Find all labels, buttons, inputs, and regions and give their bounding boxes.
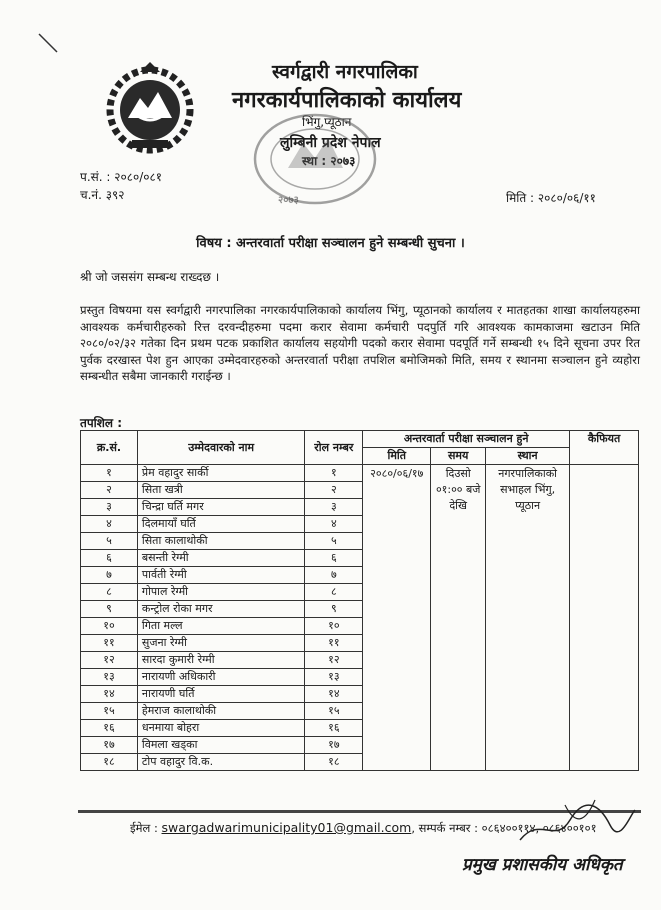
email-link[interactable]: swargadwarimunicipality01@gmail.com <box>161 820 412 835</box>
row-roll: १३ <box>305 669 363 686</box>
row-sn: ५ <box>81 533 138 550</box>
reference-number: प.सं. : २०८०/०८१ <box>80 170 162 184</box>
row-name: गिता मल्ल <box>137 618 305 635</box>
row-name: नारायणी अधिकारी <box>137 669 305 686</box>
row-name: विमला खड्का <box>137 737 305 754</box>
row-roll: १५ <box>305 703 363 720</box>
office-stamp <box>248 108 383 210</box>
row-roll: १० <box>305 618 363 635</box>
signature <box>510 795 640 855</box>
header-sn: क्र.सं. <box>81 431 138 465</box>
letter-date: मिति : २०८०/०६/११ <box>506 191 596 205</box>
row-name: सिता खत्री <box>137 482 305 499</box>
row-sn: ४ <box>81 516 138 533</box>
row-sn: ११ <box>81 635 138 652</box>
header-name: उम्मेदवारको नाम <box>137 431 305 465</box>
body-paragraph: प्रस्तुत विषयमा यस स्वर्गद्वारी नगरपालिका नगरकार्यपालिकाको कार्यालय भिंगु, प्यूठानको कार्यालय र मातहतका शाखा कार्यालयहरुमा आवश्यक कर्मचारीहरुको रित्त दरवन्दीहरुमा पदमा करार सेवामा कर्मचारी पदपुर्ति गरि आवश्यक कामकाजमा खटाउन मिति २०८०/०२/३२ गतेका दिन प्रथम पटक प्रकाशित कार्यालय सहयोगी पदको करार सेवामा पदपूर्ति गर्ने सम्बन्धी १५ दिने सूचना उपर रित पुर्वक दरखास्त पेश हुन आएका उम्मेदवारहरुको अन्तरवार्ता परीक्षा तपशिल बमोजिमको मिति, समय र स्थानमा सञ्चालन हुने व्यहोरा सम्बन्धीत सबैमा जानकारी गराईन्छ । <box>80 303 640 383</box>
row-name: बसन्ती रेग्मी <box>137 550 305 567</box>
row-sn: ३ <box>81 499 138 516</box>
row-name: सारदा कुमारी रेग्मी <box>137 652 305 669</box>
location: भिंगु,प्यूठान <box>302 115 352 129</box>
row-sn: १८ <box>81 754 138 771</box>
header-remarks: कैफियत <box>570 431 639 465</box>
row-name: गोपाल रेग्मी <box>137 584 305 601</box>
row-roll: १८ <box>305 754 363 771</box>
row-sn: १६ <box>81 720 138 737</box>
row-name: चिन्द्रा घर्ति मगर <box>137 499 305 516</box>
office-name: नगरकार्यपालिकाको कार्यालय <box>232 88 462 113</box>
row-roll: ८ <box>305 584 363 601</box>
row-name: कन्ट्रोल रोका मगर <box>137 601 305 618</box>
email-label: ईमेल : <box>130 821 158 835</box>
row-roll: २ <box>305 482 363 499</box>
row-name: धनमाया बोहरा <box>137 720 305 737</box>
svg-text:२०७३: २०७३ <box>278 195 299 206</box>
interview-place: नगरपालिकाको सभाहल भिंगु, प्यूठान <box>486 465 570 771</box>
row-name: टोप वहादुर वि.क. <box>137 754 305 771</box>
established-year: स्था : २०७३ <box>302 154 356 168</box>
subject-line: विषय : अन्तरवार्ता परीक्षा सञ्चालन हुने सम्बन्धी सुचना । <box>196 236 465 251</box>
row-roll: १ <box>305 465 363 482</box>
row-name: दिलमायाँ घर्ति <box>137 516 305 533</box>
row-roll: ३ <box>305 499 363 516</box>
row-roll: १६ <box>305 720 363 737</box>
row-name: सिता कालाथोकी <box>137 533 305 550</box>
row-roll: ४ <box>305 516 363 533</box>
contact-numbers: , सम्पर्क नम्बर : ०८६४००११४, ०८६४००१०१ <box>411 821 597 835</box>
row-roll: ६ <box>305 550 363 567</box>
header-time: समय <box>431 448 486 465</box>
row-name: नारायणी घर्ति <box>137 686 305 703</box>
candidate-table <box>80 430 639 771</box>
row-roll: ११ <box>305 635 363 652</box>
candidate-rows <box>81 465 639 771</box>
row-sn: १५ <box>81 703 138 720</box>
table-label: तपशिल : <box>80 416 123 430</box>
row-roll: ५ <box>305 533 363 550</box>
org-name: स्वर्गद्वारी नगरपालिका <box>272 61 418 83</box>
greeting: श्री जो जससंग सम्बन्ध राख्दछ । <box>80 270 220 284</box>
row-sn: १० <box>81 618 138 635</box>
row-sn: १३ <box>81 669 138 686</box>
remarks-cell <box>570 465 639 771</box>
header-date: मिति <box>363 448 431 465</box>
row-name: सुजना रेग्मी <box>137 635 305 652</box>
row-sn: १ <box>81 465 138 482</box>
row-name: प्रेम वहादुर सार्की <box>137 465 305 482</box>
row-sn: ७ <box>81 567 138 584</box>
row-roll: ७ <box>305 567 363 584</box>
chalani-number: च.नं. ३९२ <box>80 188 125 202</box>
row-roll: १७ <box>305 737 363 754</box>
row-roll: १२ <box>305 652 363 669</box>
header-place: स्थान <box>486 448 570 465</box>
nepal-emblem-logo <box>100 58 200 158</box>
header-interview: अन्तरवार्ता परीक्षा सञ्चालन हुने <box>363 431 570 448</box>
row-sn: ८ <box>81 584 138 601</box>
row-sn: १२ <box>81 652 138 669</box>
signatory-designation: प्रमुख प्रशासकीय अधिकृत <box>462 855 623 875</box>
row-roll: ९ <box>305 601 363 618</box>
row-sn: १४ <box>81 686 138 703</box>
row-sn: १७ <box>81 737 138 754</box>
row-sn: ६ <box>81 550 138 567</box>
row-name: पार्वती रेग्मी <box>137 567 305 584</box>
row-name: हेमराज कालाथोकी <box>137 703 305 720</box>
table-row <box>81 465 639 482</box>
province: लुम्बिनी प्रदेश नेपाल <box>280 135 381 151</box>
row-sn: ९ <box>81 601 138 618</box>
row-sn: २ <box>81 482 138 499</box>
row-roll: १४ <box>305 686 363 703</box>
pen-mark <box>35 30 65 60</box>
interview-date: २०८०/०६/१७ <box>363 465 431 771</box>
interview-time: दिउसो ०१:०० बजे देखि <box>431 465 486 771</box>
header-roll: रोल नम्बर <box>305 431 363 465</box>
